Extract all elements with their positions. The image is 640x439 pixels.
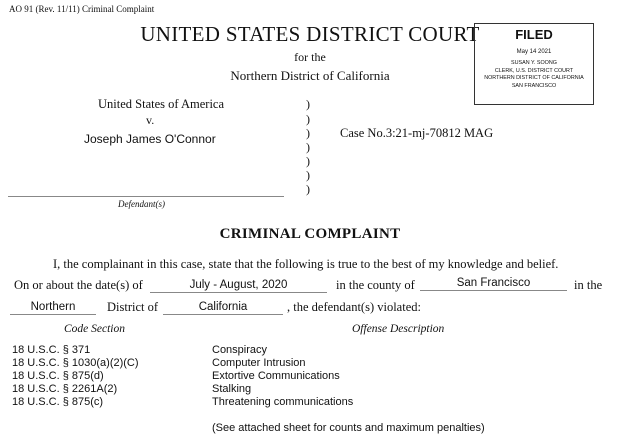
caption-paren: ) [306,112,310,126]
versus-label: v. [146,113,155,127]
code-section-item: 18 U.S.C. § 1030(a)(2)(C) [12,357,139,369]
penalties-note: (See attached sheet for counts and maximum penalties) [212,422,485,434]
code-section-item: 18 U.S.C. § 875(d) [12,370,104,382]
caption-paren: ) [306,182,310,196]
offense-dates-field: July - August, 2020 [150,278,327,293]
caption-paren: ) [306,126,310,140]
stamp-clerk-name: SUSAN Y. SOONG [511,60,557,66]
date-prefix: On or about the date(s) of [14,278,143,292]
in-the-label: in the [574,278,603,292]
code-section-item: 18 U.S.C. § 2261A(2) [12,383,118,395]
complaint-title: CRIMINAL COMPLAINT [219,226,401,242]
stamp-location: SAN FRANCISCO [511,82,557,89]
code-section-item: 18 U.S.C. § 875(c) [12,396,104,408]
caption-paren: ) [306,168,310,182]
offense-description-item: Conspiracy [212,344,268,356]
defendant-name: Joseph James O'Connor [84,132,216,146]
caption-paren: ) [306,140,310,154]
violated-label: , the defendant(s) violated: [287,300,421,314]
state-field: California [163,300,283,315]
district-of-label: District of [107,300,159,314]
for-the-label: for the [294,50,326,64]
county-field: San Francisco [420,276,567,291]
district-field: Northern [10,300,96,315]
offense-description-header: Offense Description [352,323,445,335]
court-title: UNITED STATES DISTRICT COURT [140,22,480,46]
offense-description-item: Stalking [212,383,252,395]
offense-description-item: Threatening communications [212,396,354,408]
filed-stamp [474,23,594,105]
stamp-date: May 14 2021 [516,49,552,55]
stamp-clerk-title: CLERK, U.S. DISTRICT COURT [494,67,574,74]
plaintiff-name: United States of America [98,97,225,111]
offense-description-item: Extortive Communications [212,370,340,382]
code-section-header: Code Section [64,323,125,335]
form-identifier: AO 91 (Rev. 11/11) Criminal Complaint [9,4,155,14]
complainant-statement: I, the complainant in this case, state that the following is true to the best of my knowledge and belief. [53,257,559,271]
county-prefix: in the county of [336,278,415,292]
district-name: Northern District of California [230,68,390,83]
defendant-rule [8,196,284,197]
stamp-title: FILED [515,27,553,42]
caption-paren: ) [306,97,310,111]
caption-paren: ) [306,154,310,168]
code-section-item: 18 U.S.C. § 371 [12,344,91,356]
offense-description-item: Computer Intrusion [212,357,306,369]
stamp-district: NORTHERN DISTRICT OF CALIFORNIA [484,75,584,82]
defendant-label: Defendant(s) [118,199,165,209]
case-number: Case No.3:21-mj-70812 MAG [340,126,494,140]
